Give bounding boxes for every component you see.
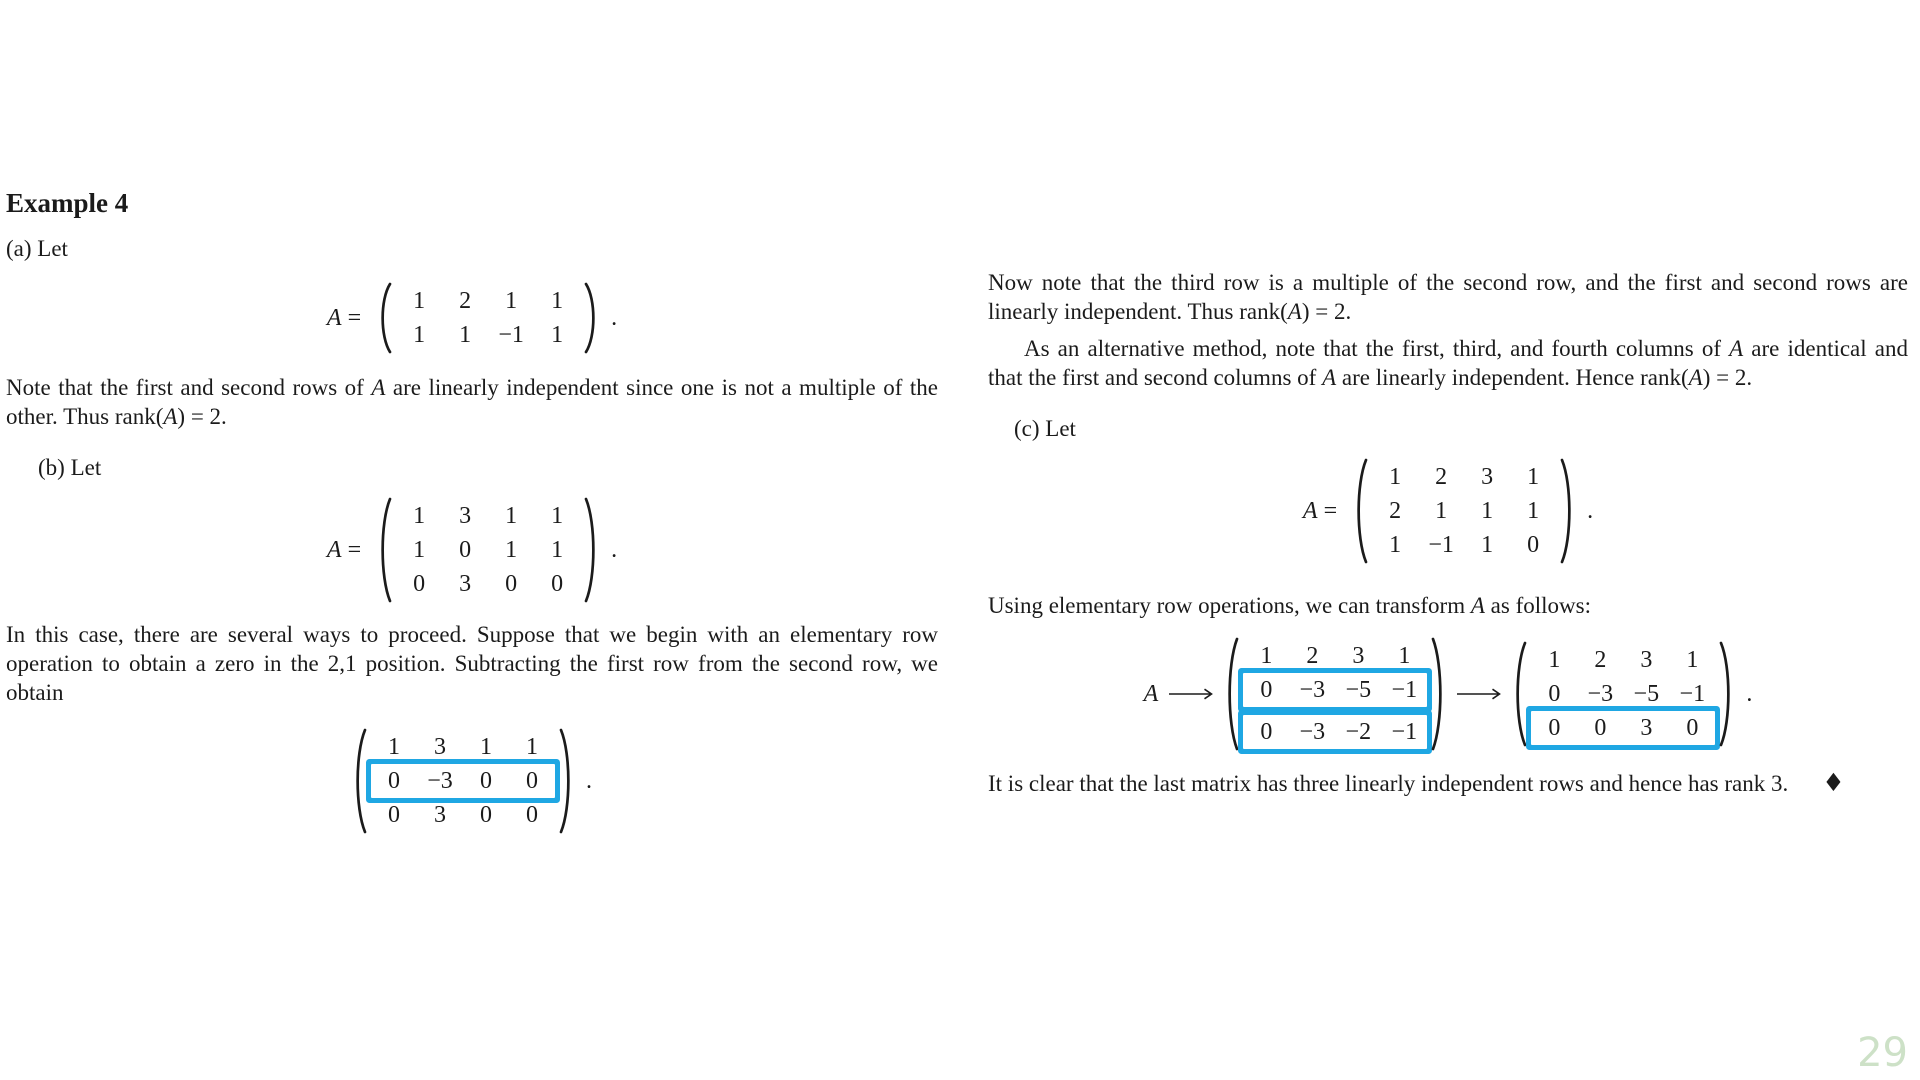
- matrix-cell: 0: [551, 571, 564, 597]
- matrix-cell: −1: [1391, 677, 1418, 703]
- paragraph-alternative: As an alternative method, note that the first, third, and fourth columns of A are identical and that the first and second columns of A are linearly independent. Hence rank(A) = 2.: [988, 336, 1908, 390]
- matrix-cell: 1: [505, 537, 518, 563]
- matrix-cell: 3: [1481, 464, 1494, 490]
- matrix-cell: 0: [413, 571, 426, 597]
- paragraph-note: Note that the first and second rows of A are linearly independent since one is not a multiple of the other. Thus rank(A) = 2.: [6, 375, 938, 429]
- matrix-cell: 0: [1260, 677, 1273, 703]
- matrix-cell: −1: [498, 322, 524, 348]
- matrix-b: [377, 496, 599, 604]
- part-c-label: (c) Let: [1014, 416, 1076, 441]
- matrix-a: [377, 281, 599, 355]
- matrix-cell: 1: [1481, 498, 1494, 524]
- matrix-rows: [1528, 643, 1718, 745]
- matrix-cell: 0: [1260, 719, 1273, 745]
- matrix-cell: −1: [1428, 532, 1454, 558]
- equation-c: [988, 457, 1908, 565]
- matrix-cell: 1: [413, 503, 426, 529]
- matrix-row-highlighted: [1243, 715, 1427, 749]
- matrix-cell: 1: [551, 288, 564, 314]
- paragraph-now: Now note that the third row is a multiple of the second row, and the first and second rows are linearly independent. Thus rank(A) = 2.: [988, 270, 1908, 324]
- equation-transform-lhs: A: [1143, 680, 1159, 707]
- matrix-row: [1372, 528, 1556, 562]
- matrix-cell: 2: [1435, 464, 1448, 490]
- equation-b-result: [6, 727, 938, 835]
- matrix-row: [396, 533, 580, 567]
- matrix-cell: 0: [480, 802, 492, 828]
- matrix-cell: −3: [1587, 681, 1614, 707]
- left-paren-icon: [352, 727, 368, 835]
- matrix-cell: 0: [480, 768, 492, 794]
- matrix-row-highlighted: [371, 764, 555, 798]
- right-paren-icon: [1430, 636, 1446, 752]
- paragraph-clear: [988, 768, 1908, 798]
- matrix-cell: 3: [1640, 647, 1653, 673]
- matrix-cell: 3: [434, 734, 446, 760]
- matrix-cell: 0: [526, 802, 538, 828]
- matrix-b-result: [352, 727, 574, 835]
- matrix-cell: 1: [505, 503, 518, 529]
- matrix-cell: 1: [1527, 464, 1540, 490]
- long-right-arrow-icon: [1168, 687, 1214, 701]
- matrix-cell: −1: [1679, 681, 1706, 707]
- left-column: [6, 186, 938, 855]
- equation-c-lhs: A =: [1302, 497, 1344, 524]
- paragraph-clear-text: It is clear that the last matrix has three linearly independent rows and hence has rank 3.: [988, 771, 1789, 796]
- equation-a-period: .: [611, 304, 618, 331]
- matrix-cell: −2: [1345, 719, 1372, 745]
- matrix-cell: −3: [1299, 719, 1326, 745]
- right-column: [988, 268, 1908, 798]
- matrix-cell: 1: [1435, 498, 1448, 524]
- matrix-cell: 3: [459, 503, 472, 529]
- matrix-cell: 1: [551, 503, 564, 529]
- matrix-rows: [1369, 460, 1559, 562]
- matrix-cell: −5: [1633, 681, 1660, 707]
- matrix-cell: 2: [1389, 498, 1402, 524]
- matrix-cell: 0: [1548, 715, 1561, 741]
- matrix-row: [371, 798, 555, 832]
- matrix-row: [1372, 460, 1556, 494]
- matrix-cell: 0: [388, 802, 400, 828]
- matrix-row: [396, 499, 580, 533]
- equation-c-period: .: [1587, 497, 1594, 524]
- part-b-label: (b) Let: [38, 455, 102, 480]
- matrix-c-step2: [1512, 640, 1734, 748]
- matrix-cell: 1: [1686, 647, 1699, 673]
- matrix-cell: 1: [551, 322, 564, 348]
- matrix-cell: 0: [388, 768, 400, 794]
- left-paren-icon: [377, 281, 393, 355]
- matrix-cell: 0: [1548, 681, 1561, 707]
- matrix-row: [371, 730, 555, 764]
- left-paren-icon: [1353, 457, 1369, 565]
- matrix-cell: 1: [1398, 643, 1411, 669]
- matrix-cell: 1: [551, 537, 564, 563]
- matrix-cell: 0: [459, 537, 472, 563]
- qed-diamond-icon: ♦: [1822, 768, 1845, 797]
- matrix-cell: 1: [1389, 464, 1402, 490]
- matrix-rows: [1240, 639, 1430, 749]
- equation-b-period: .: [611, 536, 618, 563]
- matrix-cell: 0: [1686, 715, 1699, 741]
- matrix-row: [1531, 677, 1715, 711]
- matrix-cell: 1: [413, 288, 426, 314]
- matrix-c: [1353, 457, 1575, 565]
- long-right-arrow-icon: [1456, 687, 1502, 701]
- matrix-cell: 0: [1527, 532, 1540, 558]
- example-heading: Example 4: [6, 188, 129, 218]
- matrix-row-highlighted: [1531, 711, 1715, 745]
- matrix-cell: 1: [388, 734, 400, 760]
- right-paren-icon: [583, 496, 599, 604]
- matrix-row-highlighted: [1243, 673, 1427, 707]
- matrix-cell: 1: [1548, 647, 1561, 673]
- matrix-cell: 1: [1260, 643, 1273, 669]
- right-paren-icon: [583, 281, 599, 355]
- matrix-cell: 1: [1389, 532, 1402, 558]
- matrix-cell: 2: [459, 288, 472, 314]
- matrix-cell: 1: [413, 322, 426, 348]
- matrix-rows: [393, 499, 583, 601]
- matrix-cell: 0: [1594, 715, 1607, 741]
- matrix-rows: [393, 284, 583, 352]
- matrix-cell: 3: [434, 802, 446, 828]
- right-paren-icon: [1718, 640, 1734, 748]
- matrix-row: [396, 318, 580, 352]
- left-paren-icon: [1512, 640, 1528, 748]
- matrix-row: [396, 284, 580, 318]
- matrix-cell: 2: [1594, 647, 1607, 673]
- matrix-cell: 1: [480, 734, 492, 760]
- page-number: 29: [1857, 1030, 1908, 1076]
- matrix-cell: −3: [427, 768, 453, 794]
- paragraph-case: In this case, there are several ways to proceed. Suppose that we begin with an elementary row operation to obtain a zero in the 2,1 position. Subtracting the first row from the second row, we obtain: [6, 622, 938, 705]
- matrix-cell: 1: [1527, 498, 1540, 524]
- matrix-cell: 0: [505, 571, 518, 597]
- equation-a-lhs: A =: [326, 304, 368, 331]
- matrix-rows: [368, 730, 558, 832]
- paragraph-using: Using elementary row operations, we can transform A as follows:: [988, 593, 1591, 618]
- matrix-cell: 2: [1306, 643, 1319, 669]
- matrix-cell: −3: [1299, 677, 1326, 703]
- matrix-cell: −1: [1391, 719, 1418, 745]
- matrix-cell: 3: [459, 571, 472, 597]
- matrix-row: [1531, 643, 1715, 677]
- matrix-cell: 3: [1352, 643, 1365, 669]
- left-paren-icon: [1224, 636, 1240, 752]
- matrix-cell: 1: [505, 288, 518, 314]
- equation-a: [6, 281, 938, 355]
- matrix-cell: −5: [1345, 677, 1372, 703]
- equation-b: [6, 496, 938, 604]
- equation-b-lhs: A =: [326, 536, 368, 563]
- right-paren-icon: [1559, 457, 1575, 565]
- matrix-row: [1372, 494, 1556, 528]
- equation-b-result-period: .: [586, 767, 592, 794]
- left-paren-icon: [377, 496, 393, 604]
- equation-transform-period: .: [1746, 680, 1753, 707]
- matrix-cell: 1: [1481, 532, 1494, 558]
- right-paren-icon: [558, 727, 574, 835]
- matrix-row: [396, 567, 580, 601]
- matrix-cell: 3: [1640, 715, 1653, 741]
- matrix-cell: 1: [526, 734, 538, 760]
- matrix-cell: 1: [413, 537, 426, 563]
- matrix-row: [1243, 639, 1427, 673]
- part-a-label: (a) Let: [6, 236, 68, 261]
- matrix-cell: 0: [526, 768, 538, 794]
- matrix-cell: 1: [459, 322, 472, 348]
- matrix-c-step1: [1224, 636, 1446, 752]
- equation-transform: [988, 636, 1908, 752]
